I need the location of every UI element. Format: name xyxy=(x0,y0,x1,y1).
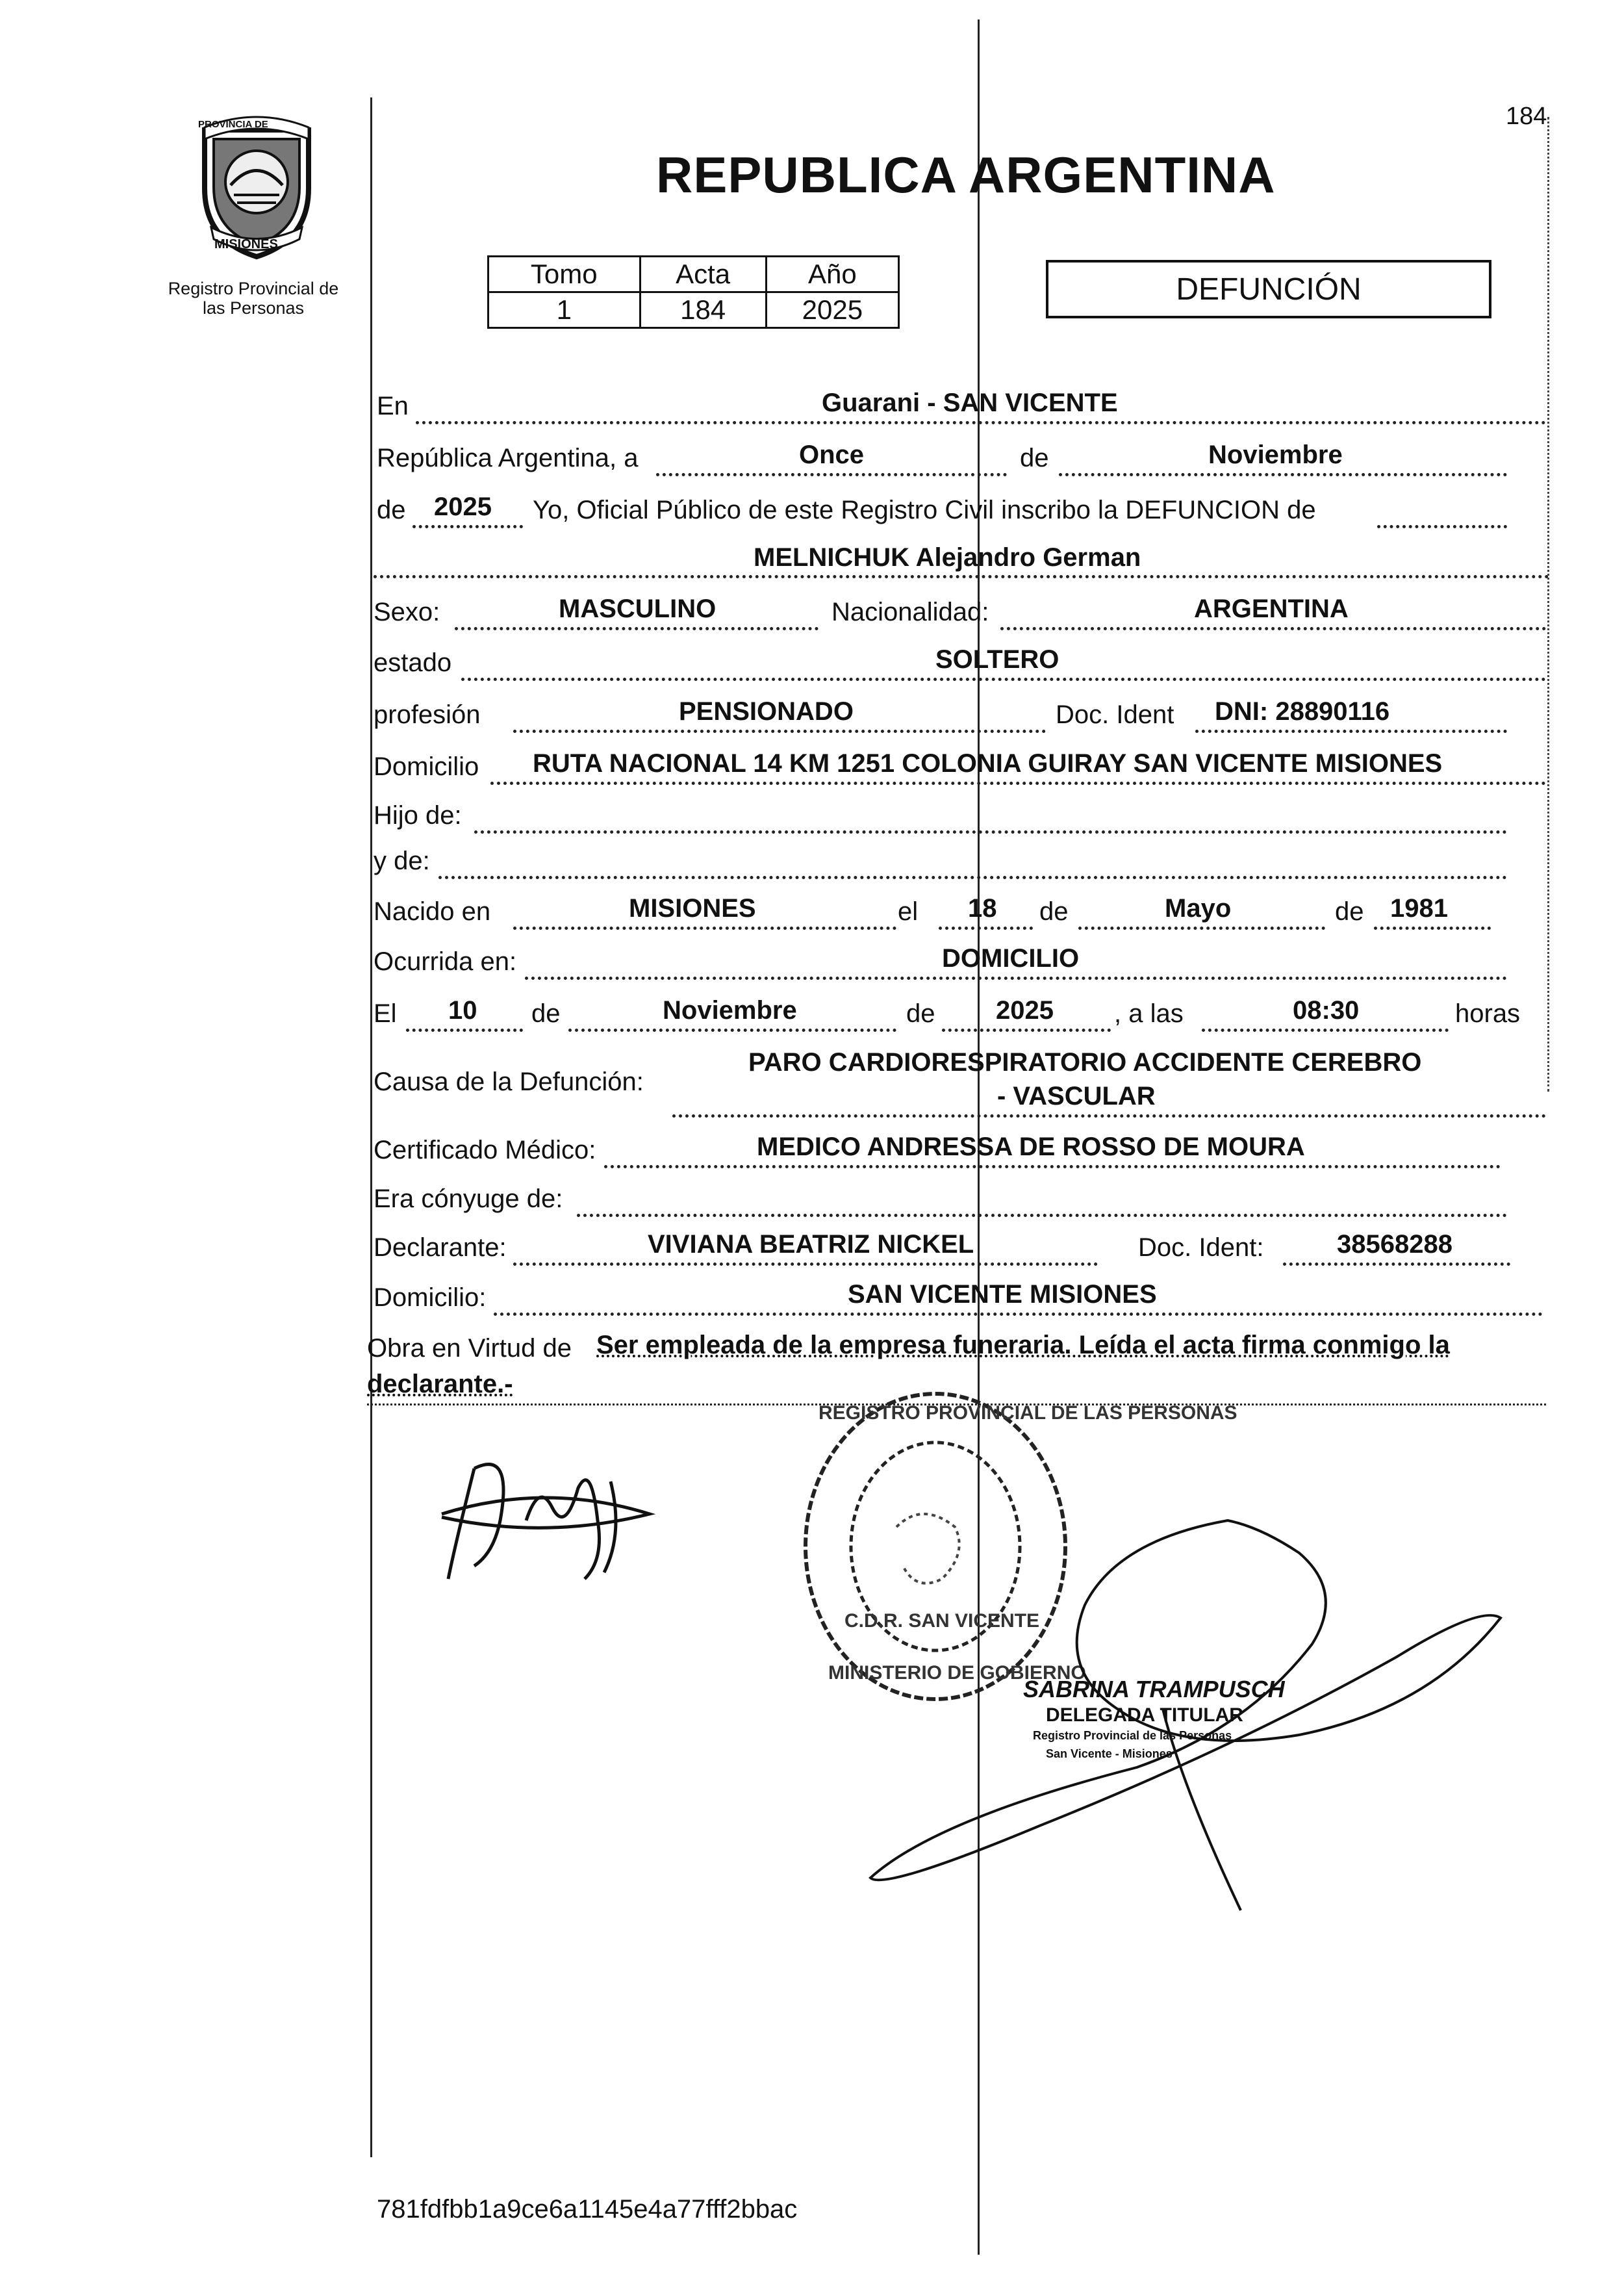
deceased-name: MELNICHUK Alejandro German xyxy=(754,543,1141,572)
doc-ident-label: Doc. Ident xyxy=(1056,700,1174,729)
conyuge-line xyxy=(577,1214,1507,1217)
year-value: 2025 xyxy=(434,493,492,521)
de-label-2: de xyxy=(1039,897,1069,926)
alas-label: , a las xyxy=(1114,999,1184,1028)
causa-line-2: - VASCULAR xyxy=(997,1082,1156,1110)
muerte-anio-value: 2025 xyxy=(996,996,1054,1025)
domicilio2-value: SAN VICENTE MISIONES xyxy=(848,1280,1157,1309)
causa-line xyxy=(672,1114,1546,1118)
certificado-label: Certificado Médico: xyxy=(374,1136,596,1164)
signer-location: San Vicente - Misiones xyxy=(1046,1747,1173,1760)
record-table xyxy=(487,255,900,329)
ocurrida-line xyxy=(525,977,1507,980)
nacido-mes-line xyxy=(1078,927,1325,930)
domicilio2-label: Domicilio: xyxy=(374,1283,487,1312)
yo-text: Yo, Oficial Público de este Registro Civil inscribo la DEFUNCION de xyxy=(533,496,1316,524)
doc-ident2-label: Doc. Ident: xyxy=(1138,1233,1264,1262)
en-label: En xyxy=(377,392,409,420)
muerte-mes-value: Noviembre xyxy=(663,996,797,1025)
nacido-anio-line xyxy=(1374,927,1491,930)
profesion-value: PENSIONADO xyxy=(679,697,854,726)
nacionalidad-value: ARGENTINA xyxy=(1194,595,1349,623)
el-label: el xyxy=(898,897,919,926)
registry-name: Registro Provincial de las Personas xyxy=(168,279,339,318)
declarant-signature-icon xyxy=(429,1442,663,1592)
signer-title: DELEGADA TITULAR xyxy=(1046,1704,1243,1726)
nacido-mes-value: Mayo xyxy=(1165,894,1232,923)
en-value: Guarani - SAN VICENTE xyxy=(822,389,1118,417)
certificado-value: MEDICO ANDRESSA DE ROSSO DE MOURA xyxy=(757,1133,1305,1161)
de-label-3: de xyxy=(1335,897,1364,926)
doc-ident2-value: 38568288 xyxy=(1337,1230,1453,1259)
domicilio-label: Domicilio xyxy=(374,752,479,781)
hijo-label: Hijo de: xyxy=(374,801,462,830)
obra-line-2: declarante.- xyxy=(367,1370,513,1398)
el2-label: El xyxy=(374,999,397,1028)
horas-label: horas xyxy=(1455,999,1521,1028)
nacido-lugar-value: MISIONES xyxy=(629,894,756,923)
domicilio-value: RUTA NACIONAL 14 KM 1251 COLONIA GUIRAY SAN VICENTE MISIONES xyxy=(533,749,1443,778)
declarante-label: Declarante: xyxy=(374,1233,507,1262)
sexo-line xyxy=(455,627,818,630)
hijo-line xyxy=(474,830,1507,834)
muerte-dia-value: 10 xyxy=(448,996,477,1025)
de-label-5: de xyxy=(906,999,935,1028)
certificado-line xyxy=(604,1165,1501,1168)
table-cell-acta: 184 xyxy=(640,292,766,328)
table-cell-tomo: 1 xyxy=(488,292,641,328)
ocurrida-value: DOMICILIO xyxy=(942,944,1080,973)
page-title: REPUBLICA ARGENTINA xyxy=(656,146,1276,203)
muerte-dia-line xyxy=(406,1029,523,1032)
stamp-text-top: REGISTRO PROVINCIAL DE LAS PERSONAS xyxy=(818,1402,1237,1424)
signer-registry: Registro Provincial de las Personas xyxy=(1033,1729,1232,1742)
nacido-dia-value: 18 xyxy=(968,894,997,923)
hora-value: 08:30 xyxy=(1293,996,1360,1025)
conyuge-label: Era cónyuge de: xyxy=(374,1185,563,1213)
muerte-mes-line xyxy=(568,1029,896,1032)
table-header-tomo: Tomo xyxy=(488,257,641,292)
name-line xyxy=(374,575,1549,578)
nacido-lugar-line xyxy=(513,927,896,930)
page-number: 184 xyxy=(1506,103,1547,130)
nacionalidad-label: Nacionalidad: xyxy=(831,598,989,626)
obra-label: Obra en Virtud de xyxy=(367,1334,572,1363)
estado-line xyxy=(461,678,1546,681)
year-line xyxy=(412,525,523,528)
table-cell-anio: 2025 xyxy=(766,292,898,328)
estado-label: estado xyxy=(374,648,452,677)
table-header-anio: Año xyxy=(766,257,898,292)
causa-label: Causa de la Defunción: xyxy=(374,1068,644,1096)
doc-ident-value: DNI: 28890116 xyxy=(1215,697,1390,726)
causa-line-1: PARO CARDIORESPIRATORIO ACCIDENTE CEREBRO xyxy=(748,1048,1422,1077)
yde-label: y de: xyxy=(374,847,430,875)
table-header-acta: Acta xyxy=(640,257,766,292)
republica-label: República Argentina, a xyxy=(377,444,639,472)
hora-line xyxy=(1202,1029,1449,1032)
doc-ident2-line xyxy=(1283,1263,1510,1266)
day-words-value: Once xyxy=(799,441,865,469)
profesion-label: profesión xyxy=(374,700,481,729)
logo-bottom-text: MISIONES xyxy=(214,237,278,251)
nacionalidad-line xyxy=(1000,627,1546,630)
month-value: Noviembre xyxy=(1208,441,1343,469)
left-margin-line xyxy=(370,97,372,2157)
declarante-line xyxy=(513,1263,1098,1266)
year-prefix-label: de xyxy=(377,496,406,524)
sexo-label: Sexo: xyxy=(374,598,440,626)
domicilio2-line xyxy=(494,1313,1543,1316)
footer-hash: 781fdfbb1a9ce6a1145e4a77fff2bbac xyxy=(377,2195,798,2224)
signer-name: SABRINA TRAMPUSCH xyxy=(1023,1676,1285,1702)
doc-ident-line xyxy=(1195,730,1507,733)
yde-line xyxy=(438,876,1507,879)
yo-line xyxy=(1377,525,1507,528)
en-line xyxy=(416,421,1546,424)
stamp-text-bottom: MINISTERIO DE GOBIERNO xyxy=(828,1662,1086,1684)
month-line xyxy=(1059,473,1507,476)
right-margin-line xyxy=(1547,117,1549,1092)
declarante-value: VIVIANA BEATRIZ NICKEL xyxy=(648,1230,974,1259)
estado-value: SOLTERO xyxy=(935,645,1059,674)
muerte-anio-line xyxy=(942,1029,1111,1032)
document-type-box: DEFUNCIÓN xyxy=(1046,260,1491,318)
sexo-value: MASCULINO xyxy=(559,595,717,623)
ocurrida-label: Ocurrida en: xyxy=(374,947,517,976)
de-label: de xyxy=(1020,444,1049,472)
obra-line-1: Ser empleada de la empresa funeraria. Leída el acta firma conmigo la xyxy=(596,1331,1450,1359)
logo-top-text: PROVINCIA DE xyxy=(198,119,268,130)
nacido-anio-value: 1981 xyxy=(1390,894,1448,923)
nacido-label: Nacido en xyxy=(374,897,491,926)
day-line xyxy=(656,473,1007,476)
profesion-line xyxy=(513,730,1046,733)
domicilio-line xyxy=(490,782,1546,785)
stamp-center-text: C.D.R. SAN VICENTE xyxy=(844,1610,1040,1632)
de-label-4: de xyxy=(531,999,561,1028)
nacido-dia-line xyxy=(939,927,1033,930)
